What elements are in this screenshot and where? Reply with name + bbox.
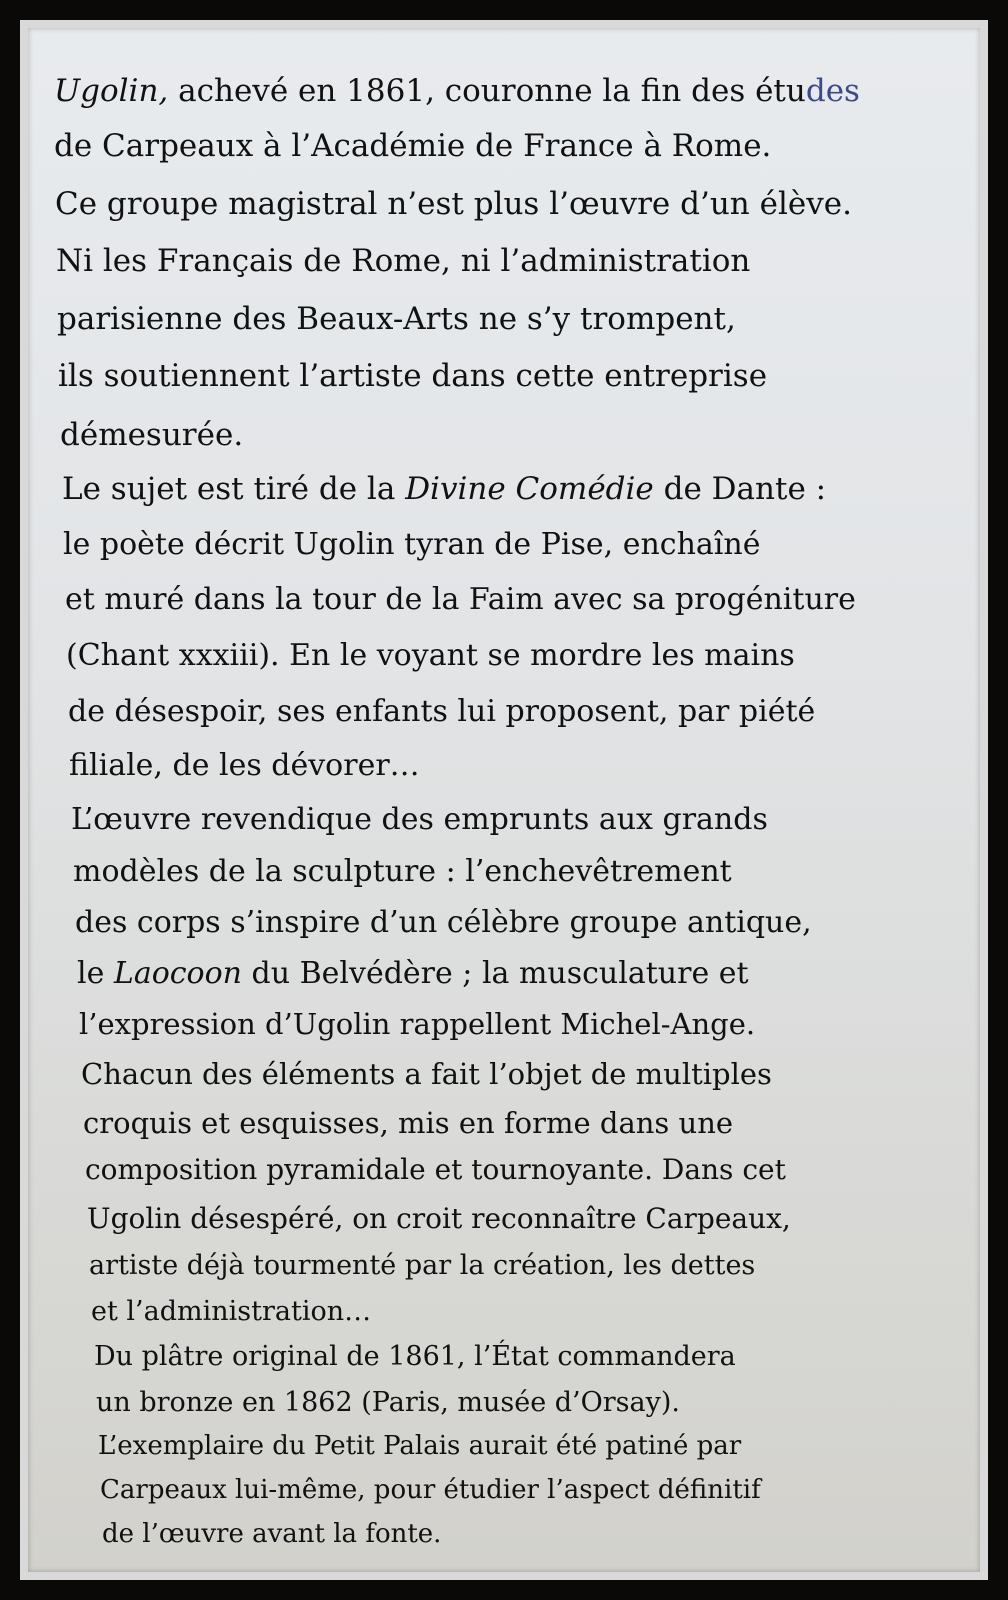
text-italic: Divine Comédie [405,471,654,507]
text-line [62,471,827,507]
text-line: (Chant xxxiii). En le voyant se mordre les mains [66,638,795,673]
museum-label-text [28,28,980,1572]
text-line: Ce groupe magistral n’est plus l’œuvre d’un élève. [55,186,852,222]
text-line: de Carpeaux à l’Académie de France à Rome. [54,128,772,164]
text-regular: du Belvédère ; la musculature et [242,956,749,991]
text-line: composition pyramidale et tournoyante. Dans cet [85,1153,786,1186]
text-line: modèles de la sculpture : l’enchevêtrement [73,854,732,889]
text-line [77,956,749,991]
text-italic: Ugolin, [54,73,169,109]
text-line: Du plâtre original de 1861, l’État commandera [94,1341,736,1372]
text-line: un bronze en 1862 (Paris, musée d’Orsay). [96,1387,680,1418]
text-line: de l’œuvre avant la fonte. [102,1519,442,1549]
text-line: artiste déjà tourmenté par la création, les dettes [89,1250,756,1281]
text-italic: Laocoon [113,956,243,991]
text-line: démesurée. [60,417,244,453]
text-line: parisienne des Beaux-Arts ne s’y trompent, [57,301,736,337]
text-regular: Le sujet est tiré de la [62,471,406,507]
text-line: et muré dans la tour de la Faim avec sa progéniture [65,582,856,617]
text-line: ils soutiennent l’artiste dans cette entreprise [58,358,768,394]
text-line: et l’administration… [91,1296,372,1327]
text-regular: achevé en 1861, couronne la fin des étu [168,73,806,109]
text-line: filiale, de les dévorer… [69,748,420,783]
text-line: croquis et esquisses, mis en forme dans une [83,1106,734,1140]
text-line: Chacun des éléments a fait l’objet de multiples [81,1057,772,1091]
text-line: le poète décrit Ugolin tyran de Pise, enchaîné [63,527,761,562]
text-line: l’expression d’Ugolin rappellent Michel-Ange. [79,1007,756,1041]
text-regular: le [77,956,114,991]
text-regular: de Dante : [653,471,827,507]
text-line: Ni les Français de Rome, ni l’administration [56,243,751,279]
text-line: des corps s’inspire d’un célèbre groupe antique, [75,905,812,940]
text-highlight: des [805,73,860,109]
text-line: L’exemplaire du Petit Palais aurait été patiné par [98,1431,742,1461]
text-line: L’œuvre revendique des emprunts aux grands [71,802,768,837]
text-line: Carpeaux lui-même, pour étudier l’aspect définitif [100,1475,761,1505]
text-line [54,73,860,109]
museum-label-panel [28,28,980,1572]
text-line: de désespoir, ses enfants lui proposent, par piété [68,694,816,729]
text-line: Ugolin désespéré, on croit reconnaître Carpeaux, [87,1202,791,1235]
